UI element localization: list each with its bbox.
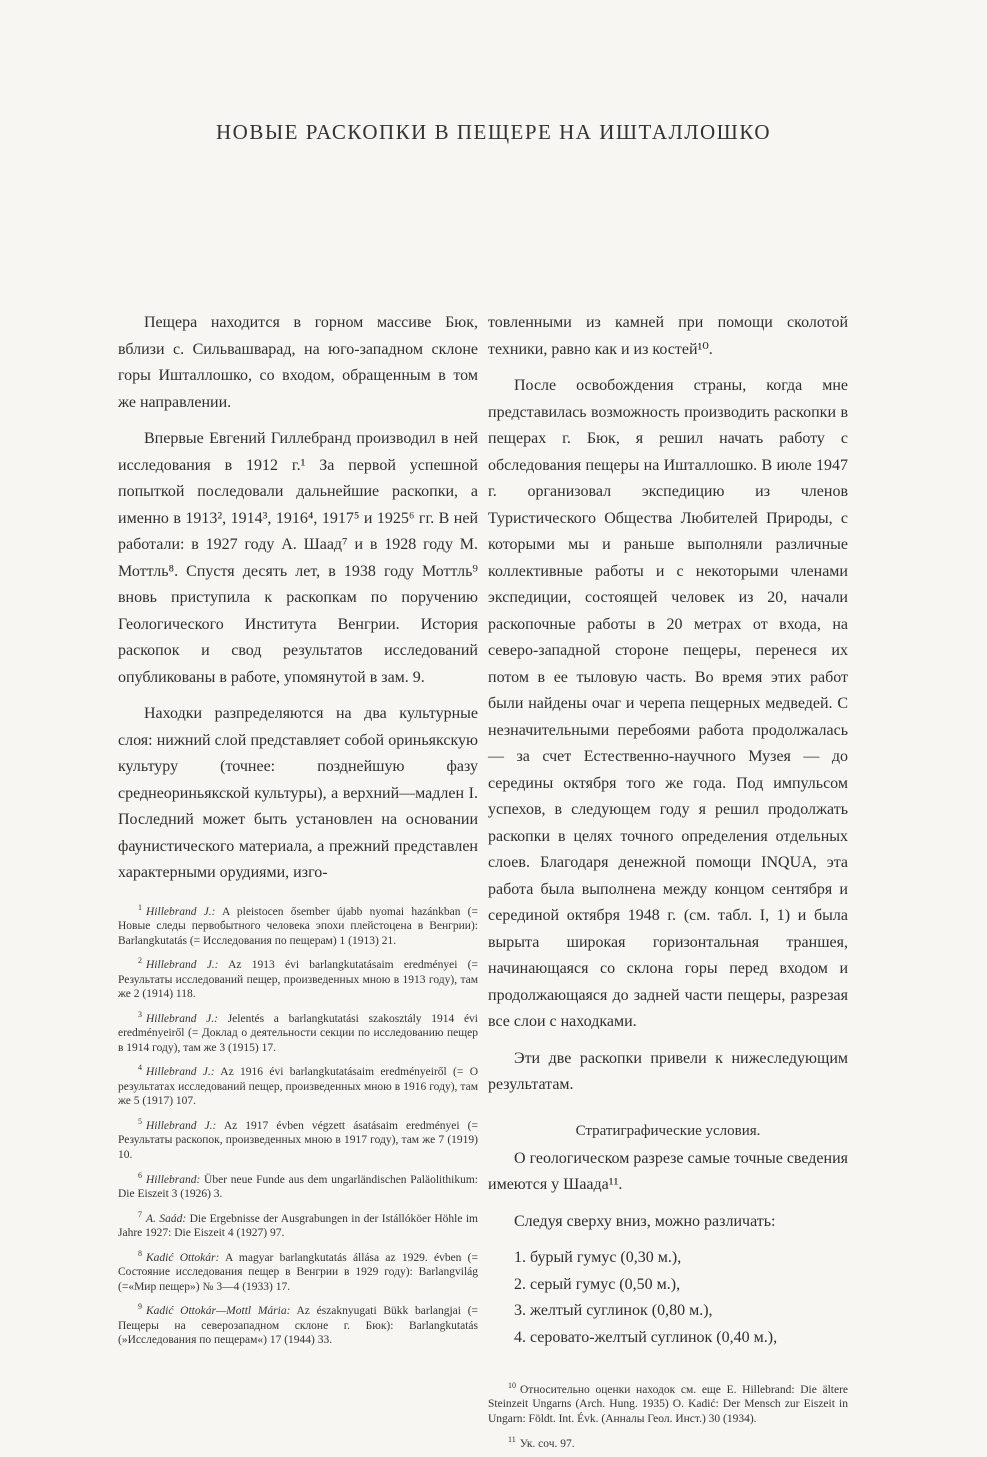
paragraph: Впервые Евгений Гиллебранд производил в ней исследования в 1912 г.¹ За первой успешной попыткой последовали дальнейшие раскопки, а именно в 1913², 1914³, 1916⁴, 1917⁵ и 1925⁶ гг. В ней работали: в 1927 году А. Шаад⁷ и в 1928 году М. Моттль⁸. Спустя десять лет, в 1938 году Моттль⁹ вновь приступила к раскопкам по поручению Геологического Института Венгрии. История раскопок и свод результатов исследований опубликованы в работе, упомянутой в зам. 9. [118, 430, 478, 686]
footnote-number: 9 [138, 1302, 142, 1312]
footnote-text: Az 1913 évi barlangkutatásaim eredményei (= Результаты исследований пещер, произведенных мною в 1913 году), там же 2 (1914) 118. [118, 958, 478, 1001]
paragraph: О геологическом разрезе самые точные сведения имеются у Шаада¹¹. [488, 1149, 848, 1193]
footnote-text: Az északnyugati Bükk barlangjai (= Пещеры на северозападном склоне г. Бюк): Barlangkutatás (»Исследования по пещерам«) 17 (1944) 33. [118, 1305, 479, 1347]
right-column [488, 310, 848, 1457]
footnote-text: A pleistocen ősember újabb nyomai hazánkban (= Новые следы первобытного человека эпохи плейстоцена в Венгрии): Barlangkutatás (= Исследования по пещерам) 1 (1913) 21. [118, 905, 478, 947]
footnote-text: Относительно оценки находок см. еще E. Hillebrand: Die ältere Steinzeit Ungarns (Arch. Hung. 1935) O. Kadić: Der Mensch zur Eiszeit in Ungarn: Földt. Int. Évk. (Анналы Геол. Инст.) 30 (1934). [488, 1383, 848, 1426]
footnote [118, 1061, 478, 1109]
list-item: 3. желтый суглинок (0,80 м.), [514, 1302, 713, 1319]
footnote [118, 1208, 478, 1241]
footnote-text: Az 1917 évben végzett ásatásaim eredményei (= Результаты раскопок, произведенных мною в 1917 году), там же 7 (1919) 10. [118, 1119, 478, 1161]
footnote-author: Kadić Ottokár: [146, 1251, 220, 1264]
footnote [118, 1247, 478, 1295]
footnote [488, 1433, 848, 1451]
layer-list [488, 1245, 848, 1351]
section-body-text [488, 1146, 848, 1236]
paragraph: Эти две раскопки привели к нижеследующим результатам. [488, 1049, 848, 1093]
footnote-text: Die Ergebnisse der Ausgrabungen in der Istállóköer Höhle im Jahre 1927: Die Eiszeit 4 (1927) 97. [118, 1212, 479, 1239]
footnote-number: 10 [508, 1381, 516, 1390]
footnote-author: Kadić Ottokár—Mottl Mária: [146, 1305, 291, 1318]
list-item: 2. серый гумус (0,50 м.), [514, 1275, 681, 1293]
footnote-text: Über neue Funde aus dem ungarländischen Paläolithikum: Die Eiszeit 3 (1926) 3. [118, 1173, 478, 1200]
right-body-text [488, 310, 848, 1099]
footnote-number: 8 [138, 1248, 142, 1258]
footnote-text: Ук. соч. 97. [519, 1437, 575, 1450]
footnote-text: A magyar barlangkutatás állása az 1929. évben (= Состояние исследования пещер в Венгрии в 1929 году): Barlangvilág (=«Мир пещер») № 3—4 (1933) 17. [118, 1251, 479, 1293]
section-heading: Стратиграфические условия. [575, 1122, 761, 1139]
footnote-author: Hillebrand J.: [146, 905, 216, 918]
footnote-number: 11 [508, 1434, 516, 1444]
footnote-text: Az 1916 évi barlangkutatásaim eredményeiről (= О результатах исследований пещер, произведенных мною в 1916 году), там же 5 (1917) 107. [118, 1066, 478, 1108]
footnote-author: Hillebrand J.: [146, 1012, 218, 1025]
list-item: 1. бурый гумус (0,30 м.), [514, 1249, 682, 1266]
left-column [118, 310, 478, 1354]
footnote-number: 6 [138, 1170, 142, 1180]
footnote [488, 1379, 848, 1427]
paragraph: Пещера находится в горном массиве Бюк, вблизи с. Сильвашварад, на юго-западном склоне горы Ишталлошко, со входом, обращенным в том же направлении. [118, 314, 478, 411]
list-item: 4. серовато-желтый суглинок (0,40 м.), [514, 1328, 778, 1346]
page-title: НОВЫЕ РАСКОПКИ В ПЕЩЕРЕ НА ИШТАЛЛОШКО [216, 120, 771, 144]
footnote-text: Jelentés a barlangkutatási szakosztály 1914 évi eredményeiről (= Доклад о деятельности секции по исследованию пещер в 1914 году), там же 3 (1915) 17. [118, 1012, 478, 1054]
paragraph: Находки разпределяются на два культурные слоя: нижний слой представляет собой ориньякскую культуру (точнее: позднейшую фазу среднеориньякской культуры), а верхний—мадлен I. Последний может быть установлен на основании фаунистического материала, а прежний представлен характерными орудиями, изго- [118, 705, 478, 881]
footnote [118, 954, 478, 1002]
footnote [118, 1169, 478, 1202]
footnote-author: Hillebrand J.: [146, 1066, 215, 1079]
paragraph: Следуя сверху вниз, можно различать: [514, 1212, 776, 1230]
footnote-number: 5 [138, 1116, 142, 1126]
paragraph: После освобождения страны, когда мне представилась возможность производить раскопки в пещерах г. Бюк, я решил начать работу с обследования пещеры на Ишталлошко. В июле 1947 г. организовал экспедицию из членов Туристического Общества Любителей Природы, с которыми мы и раньше выполняли различные коллективные работы и с некоторыми членами экспедиции, состоящей человек из 20, начали раскопочные работы в 20 метрах от входа, на северо-западной стороне пещеры, перенеся их потом в ее тыловую часть. Во время этих работ были найдены очаг и черепа пещерных медведей. С незначительными перебоями работа продолжалась — за счет Естественно-научного Музея — до середины октября того же года. Под импульсом успехов, в следующем году я решил продолжать раскопки в целях точного определения отдельных слоев. Благодаря денежной помощи INQUA, эта работа была выполнена между концом сентября и серединой октября 1948 г. (см. табл. I, 1) и была вырыта широкая горизонтальная траншея, начинающаяся со склона горы перед входом и продолжающаяся до задней части пещеры, разрезая все слои с находками. [488, 377, 848, 1030]
footnotes-left [118, 901, 478, 1348]
footnote-number: 3 [138, 1009, 142, 1019]
left-body-text [118, 310, 478, 887]
footnote [118, 901, 478, 949]
footnote [118, 1300, 478, 1348]
footnote [118, 1115, 478, 1163]
footnote-number: 2 [138, 956, 142, 966]
footnote-author: Hillebrand J.: [146, 1119, 217, 1132]
footnote-number: 4 [138, 1063, 142, 1073]
footnote-number: 1 [138, 902, 142, 912]
footnote-author: Hillebrand: [146, 1173, 201, 1186]
footnote [118, 1008, 478, 1056]
footnote-author: Hillebrand J.: [146, 958, 219, 971]
footnotes-right [488, 1379, 848, 1451]
footnote-number: 7 [138, 1209, 142, 1219]
footnote-author: A. Saád: [146, 1212, 187, 1225]
paragraph: товленными из камней при помощи сколотой техники, равно как и из костей¹⁰. [488, 314, 848, 358]
